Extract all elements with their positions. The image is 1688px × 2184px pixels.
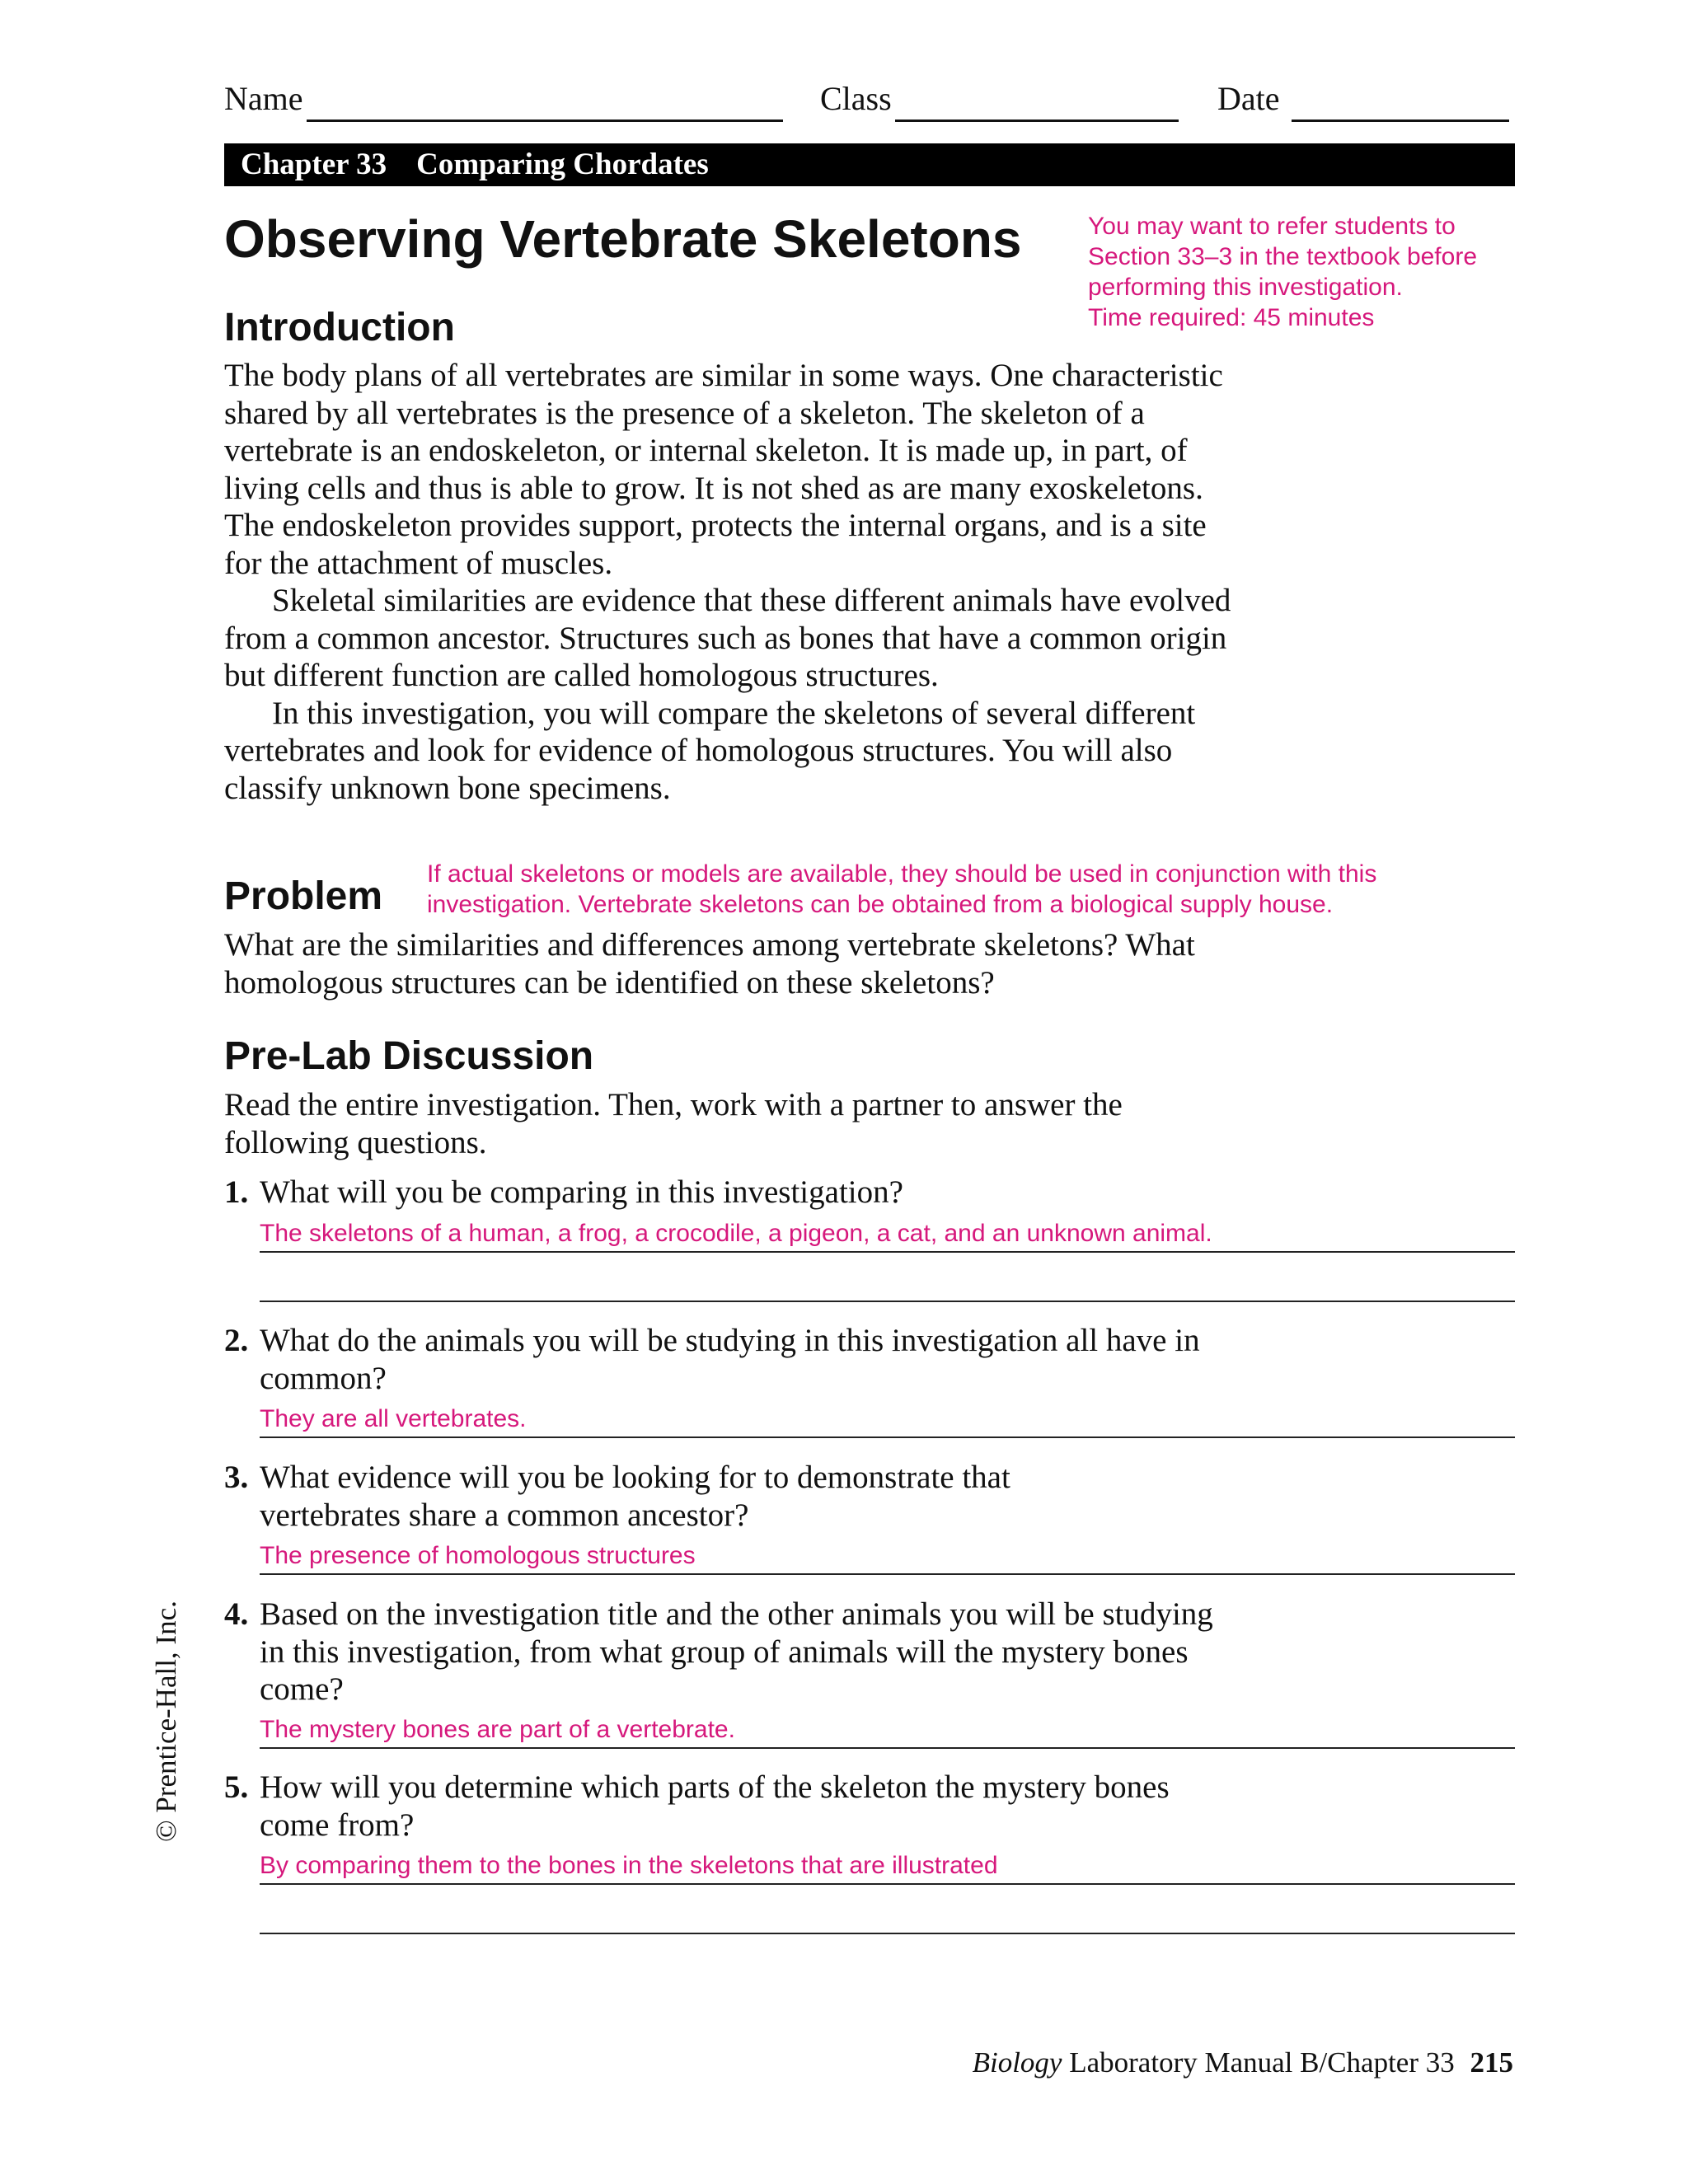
answer-text: They are all vertebrates. <box>260 1405 527 1432</box>
footer-book-title: Biology <box>972 2046 1062 2079</box>
teacher-note-top <box>1088 211 1517 333</box>
teacher-note-problem <box>427 859 1515 920</box>
footer-manual: Laboratory Manual B/Chapter 33 <box>1069 2046 1455 2079</box>
introduction-paragraph: In this investigation, you will compare the skeletons of several different vertebrates and look for evidence of homologous structures. You will also classify unknown bone specimens. <box>224 695 1196 806</box>
answer-line[interactable] <box>260 1301 1515 1302</box>
chapter-number: Chapter 33 <box>241 148 387 181</box>
question-number: 1. <box>224 1174 249 1210</box>
chapter-title: Comparing Chordates <box>416 148 709 181</box>
answer-line[interactable] <box>260 1436 1515 1438</box>
page-footer <box>973 2044 1513 2081</box>
teacher-note-line: If actual skeletons or models are available, they should be used in conjunction with this <box>427 860 1377 888</box>
teacher-note-line: Time required: 45 minutes <box>1088 304 1375 331</box>
prelab-intro-text: Read the entire investigation. Then, work with a partner to answer the following questions. <box>224 1087 1123 1160</box>
introduction-heading: Introduction <box>224 306 455 349</box>
name-field <box>224 76 783 122</box>
page-title: Observing Vertebrate Skeletons <box>224 209 1022 269</box>
class-field <box>820 76 1179 122</box>
teacher-note-line: performing this investigation. <box>1088 274 1403 301</box>
question-text: Based on the investigation title and the other animals you will be studying in this investigation, from what group of animals will the mystery bones come? <box>260 1596 1213 1707</box>
answer-text: The skeletons of a human, a frog, a crocodile, a pigeon, a cat, and an unknown animal. <box>260 1220 1212 1247</box>
prelab-intro <box>224 1086 1213 1161</box>
answer-text: By comparing them to the bones in the skeletons that are illustrated <box>260 1852 998 1879</box>
answer-line[interactable] <box>260 1251 1515 1253</box>
answer-line[interactable] <box>260 1933 1515 1934</box>
question-text: How will you determine which parts of the skeleton the mystery bones come from? <box>260 1769 1170 1843</box>
question-number: 5. <box>224 1769 249 1805</box>
introduction-paragraph: The body plans of all vertebrates are similar in some ways. One characteristic shared by all vertebrates is the presence of a skeleton. The skeleton of a vertebrate is an endoskeleton, or internal skeleton. It is made up, in part, of living cells and thus is able to grow. It is not shed as are many exoskeletons. The endoskeleton provides support, protects the internal organs, and is a site for the attachment of muscles. <box>224 358 1223 581</box>
name-input-line[interactable] <box>307 88 783 122</box>
teacher-note-line: investigation. Vertebrate skeletons can be obtained from a biological supply house. <box>427 891 1334 918</box>
answer-text: The presence of homologous structures <box>260 1542 696 1569</box>
teacher-note-line: You may want to refer students to <box>1088 213 1456 240</box>
chapter-bar <box>224 143 1515 186</box>
question-text: What do the animals you will be studying in this investigation all have in common? <box>260 1323 1200 1396</box>
problem-text <box>224 926 1238 1001</box>
answer-line[interactable] <box>260 1747 1515 1749</box>
answer-line[interactable] <box>260 1573 1515 1575</box>
introduction-text <box>224 357 1238 807</box>
answer-line[interactable] <box>260 1883 1515 1885</box>
problem-heading: Problem <box>224 874 383 918</box>
question-number: 2. <box>224 1323 249 1358</box>
page-number: 215 <box>1470 2046 1513 2079</box>
teacher-note-line: Section 33–3 in the textbook before <box>1088 243 1478 270</box>
question-text: What will you be comparing in this investigation? <box>260 1174 903 1210</box>
date-field <box>1217 76 1509 122</box>
name-label: Name <box>224 80 303 117</box>
question-text: What evidence will you be looking for to demonstrate that vertebrates share a common ancestor? <box>260 1460 1010 1533</box>
copyright-notice: © Prentice-Hall, Inc. <box>150 1601 182 1842</box>
date-label: Date <box>1217 80 1280 117</box>
question-number: 4. <box>224 1596 249 1632</box>
question-number: 3. <box>224 1460 249 1495</box>
class-label: Class <box>820 80 892 117</box>
date-input-line[interactable] <box>1292 88 1509 122</box>
class-input-line[interactable] <box>895 88 1179 122</box>
problem-question: What are the similarities and differences among vertebrate skeletons? What homologous structures can be identified on these skeletons? <box>224 927 1195 1001</box>
introduction-paragraph: Skeletal similarities are evidence that these different animals have evolved from a common ancestor. Structures such as bones that have a common origin but different function are called homologous structures. <box>224 583 1231 693</box>
answer-text: The mystery bones are part of a vertebrate. <box>260 1716 735 1743</box>
prelab-heading: Pre-Lab Discussion <box>224 1034 594 1078</box>
